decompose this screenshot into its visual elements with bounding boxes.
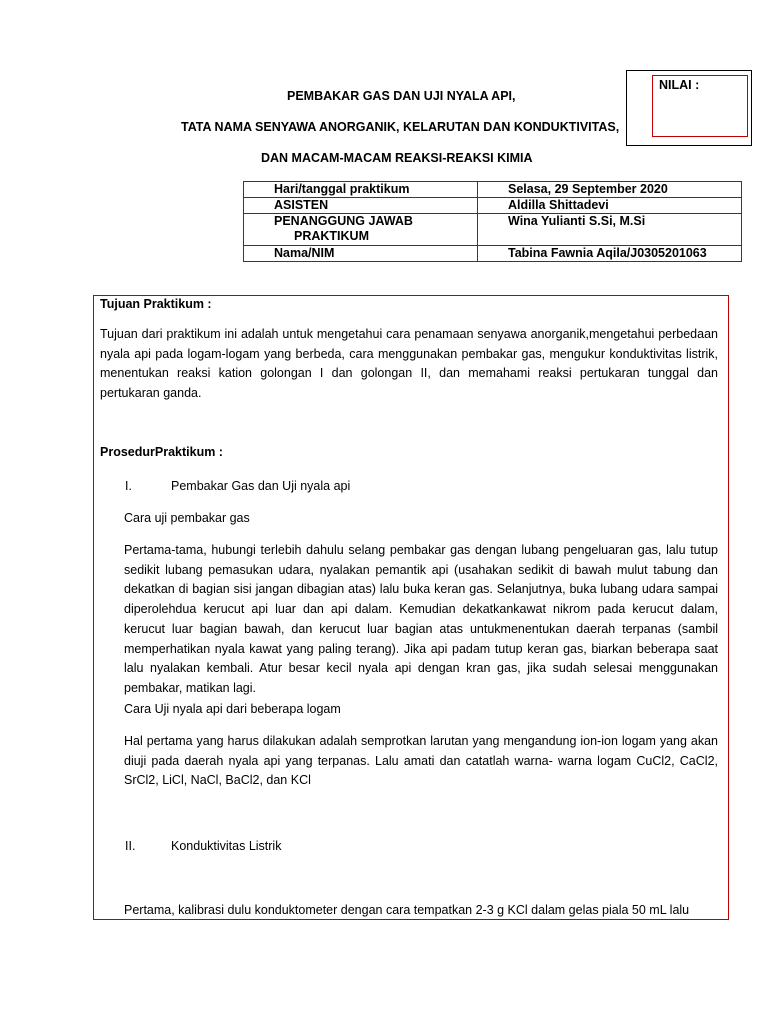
- info-row: [244, 198, 742, 214]
- subsection-heading: Cara Uji nyala api dari beberapa logam: [124, 702, 341, 716]
- info-label-continuation: PRAKTIKUM: [294, 229, 369, 243]
- title-line-1: PEMBAKAR GAS DAN UJI NYALA API,: [287, 89, 516, 103]
- section-number: II.: [125, 839, 136, 853]
- info-row: [244, 214, 742, 246]
- info-row: [244, 246, 742, 262]
- info-row: [244, 182, 742, 198]
- info-label: ASISTEN: [244, 198, 478, 214]
- section-title: Konduktivitas Listrik: [171, 839, 282, 853]
- info-value: Selasa, 29 September 2020: [478, 182, 742, 198]
- title-line-2: TATA NAMA SENYAWA ANORGANIK, KELARUTAN DAN KONDUKTIVITAS,: [181, 120, 620, 134]
- content-box: [93, 295, 729, 920]
- section-number: I.: [125, 479, 132, 493]
- subsection-paragraph: Hal pertama yang harus dilakukan adalah semprotkan larutan yang mengandung ion-ion logam yang akan diuji pada daerah nyala api yang terpanas. Lalu amati dan catatlah warna- warna logam CuCl2, CaCl2, SrCl2, LiCl, NaCl, BaCl2, dan KCl: [124, 734, 718, 788]
- nilai-label: NILAI :: [659, 78, 700, 92]
- subsection-paragraph: Pertama, kalibrasi dulu konduktometer dengan cara tempatkan 2-3 g KCl dalam gelas piala 50 mL lalu: [124, 903, 690, 917]
- info-label-multiline: [244, 214, 478, 246]
- tujuan-heading: Tujuan Praktikum :: [100, 297, 212, 311]
- title-line-3: DAN MACAM-MACAM REAKSI-REAKSI KIMIA: [261, 151, 533, 165]
- section-title: Pembakar Gas dan Uji nyala api: [171, 479, 351, 493]
- info-label: Hari/tanggal praktikum: [244, 182, 478, 198]
- subsection-paragraph: Pertama-tama, hubungi terlebih dahulu selang pembakar gas dengan lubang pengeluaran gas, lalu tutup sedikit lubang pemasukan udara, nyalakan pemantik api (usahakan sedikit di bawah mulut tabung dan dekatkan di bagian sisi jangan dibagian atas) lalu buka keran gas. Selanjutnya, buka lubang udara sampai diperolehdua kerucut api luar dan api dalam. Kemudian dekatkankawat nikrom pada kerucut dalam, kerucut luar bagian bawah, dan kerucut luar bagian atas untukmenentukan daerah terpanas (sambil memperhatikan nyala kawat yang paling terang). Jika api padam tutup keran gas, biarkan beberapa saat lalu nyalakan kembali. Atur besar kecil nyala api dengan kran gas, jika sudah selesai menggunakan pembakar, matikan lagi.: [124, 543, 718, 695]
- info-value: Tabina Fawnia Aqila/J0305201063: [478, 246, 742, 262]
- prosedur-heading: ProsedurPraktikum :: [100, 445, 223, 459]
- info-label: Nama/NIM: [244, 246, 478, 262]
- tujuan-paragraph: Tujuan dari praktikum ini adalah untuk mengetahui cara penamaan senyawa anorganik,mengetahui perbedaan nyala api pada logam-logam yang berbeda, cara menggunakan pembakar gas, mengukur konduktivitas listrik, menentukan reaksi kation golongan I dan golongan II, dan memahami reaksi pertukaran tunggal dan pertukaran ganda.: [100, 327, 718, 401]
- info-value: Wina Yulianti S.Si, M.Si: [478, 214, 742, 246]
- info-value: Aldilla Shittadevi: [478, 198, 742, 214]
- nilai-box: [652, 75, 748, 137]
- info-label: PENANGGUNG JAWAB: [274, 214, 413, 228]
- subsection-heading: Cara uji pembakar gas: [124, 511, 250, 525]
- info-table: [243, 181, 742, 262]
